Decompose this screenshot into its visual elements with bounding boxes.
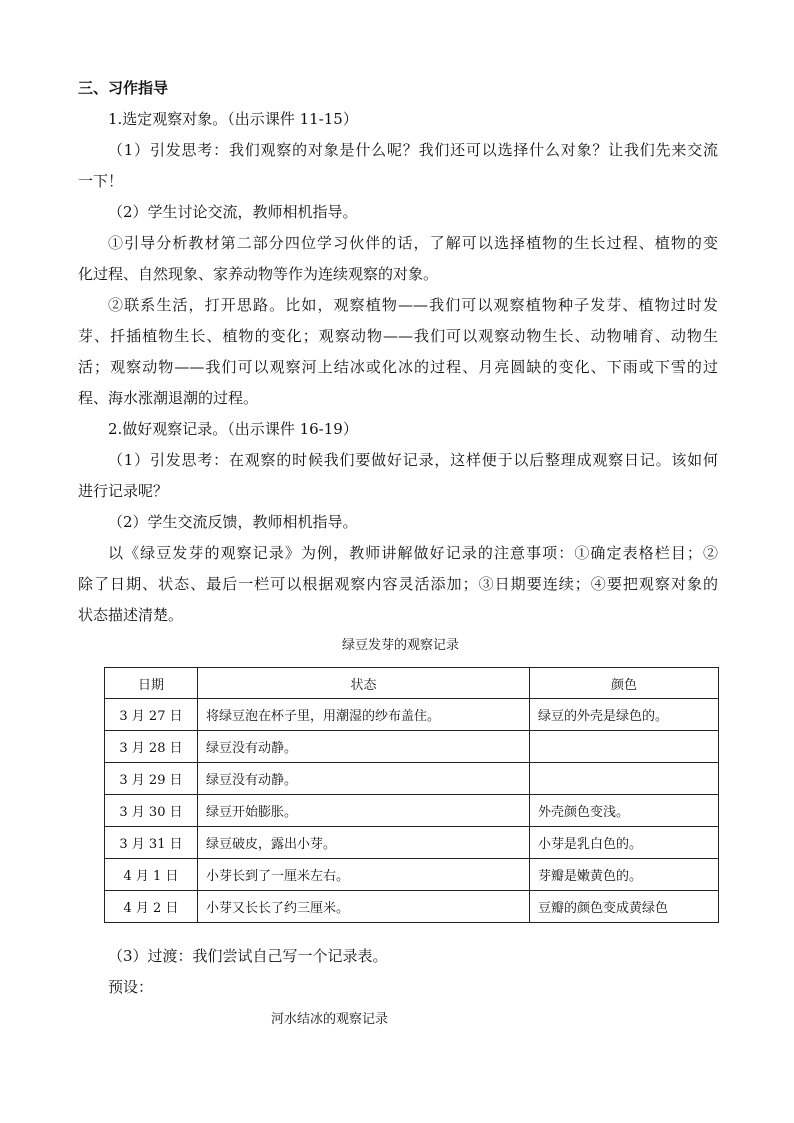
cell-color: [530, 731, 719, 763]
cell-state: 绿豆没有动静。: [198, 731, 530, 763]
step1-paragraph-4-line-4: 程、海水涨潮退潮的过程。: [78, 389, 259, 407]
preset-label: 预设：: [108, 978, 154, 996]
observation-table-mung-bean: [104, 667, 719, 923]
table-2-caption: 河水结冰的观察记录: [271, 1012, 389, 1027]
cell-state: 小芽长到了一厘米左右。: [198, 859, 530, 891]
cell-state: 绿豆没有动静。: [198, 763, 530, 795]
cell-color: 芽瓣是嫩黄色的。: [530, 859, 719, 891]
cell-color: 豆瓣的颜色变成黄绿色: [530, 891, 719, 923]
cell-date: 4 月 2 日: [105, 891, 198, 923]
header-state: 状态: [198, 668, 530, 699]
table-row: [105, 859, 719, 891]
step1-paragraph-4-line-2: 芽、扦插植物生长、植物的变化；观察动物——我们可以观察动物生长、动物哺育、动物生: [78, 327, 718, 345]
cell-date: 4 月 1 日: [105, 859, 198, 891]
step2-paragraph-1-line-2: 进行记录呢？: [78, 482, 169, 500]
step1-paragraph-1-line-2: 一下！: [78, 172, 124, 190]
section-title: 三、习作指导: [78, 79, 169, 97]
table-row: [105, 891, 719, 923]
cell-state: 将绿豆泡在杯子里，用潮湿的纱布盖住。: [198, 699, 530, 731]
step2-paragraph-1-line-1: （1）引发思考：在观察的时候我们要做好记录，这样便于以后整理成观察日记。该如何: [108, 451, 718, 469]
step2-paragraph-4: （3）过渡：我们尝试自己写一个记录表。: [108, 947, 388, 965]
step2-paragraph-2: （2）学生交流反馈，教师相机指导。: [108, 513, 358, 531]
cell-color: 绿豆的外壳是绿色的。: [530, 699, 719, 731]
step2-paragraph-3-line-3: 状态描述清楚。: [78, 606, 184, 624]
cell-date: 3 月 30 日: [105, 795, 198, 827]
table-header-row: [105, 668, 719, 699]
cell-color: 外壳颜色变浅。: [530, 795, 719, 827]
cell-date: 3 月 29 日: [105, 763, 198, 795]
cell-state: 绿豆开始膨胀。: [198, 795, 530, 827]
step1-title: 1.选定观察对象。（出示课件 11-15）: [108, 110, 358, 128]
table-row: [105, 763, 719, 795]
step1-paragraph-3-line-2: 化过程、自然现象、家养动物等作为连续观察的对象。: [78, 265, 439, 283]
step2-title: 2.做好观察记录。（出示课件 16-19）: [108, 420, 358, 438]
step2-paragraph-3-line-2: 除了日期、状态、最后一栏可以根据观察内容灵活添加；③日期要连续；④要把观察对象的: [78, 575, 718, 593]
header-color: 颜色: [530, 668, 719, 699]
step1-paragraph-3-line-1: ①引导分析教材第二部分四位学习伙伴的话，了解可以选择植物的生长过程、植物的变: [108, 234, 718, 252]
table-row: [105, 827, 719, 859]
table-1-caption: 绿豆发芽的观察记录: [342, 638, 460, 653]
cell-color: [530, 763, 719, 795]
cell-color: 小芽是乳白色的。: [530, 827, 719, 859]
header-date: 日期: [105, 668, 198, 699]
table-row: [105, 699, 719, 731]
table-row: [105, 795, 719, 827]
table-row: [105, 731, 719, 763]
cell-date: 3 月 28 日: [105, 731, 198, 763]
step2-paragraph-3-line-1: 以《绿豆发芽的观察记录》为例，教师讲解做好记录的注意事项：①确定表格栏目；②: [108, 544, 718, 562]
step1-paragraph-4-line-3: 活；观察动物——我们可以观察河上结冰或化冰的过程、月亮圆缺的变化、下雨或下雪的过: [78, 358, 718, 376]
cell-state: 小芽又长长了约三厘米。: [198, 891, 530, 923]
step1-paragraph-4-line-1: ②联系生活，打开思路。比如，观察植物——我们可以观察植物种子发芽、植物过时发: [108, 296, 718, 314]
cell-date: 3 月 27 日: [105, 699, 198, 731]
cell-state: 绿豆破皮，露出小芽。: [198, 827, 530, 859]
step1-paragraph-2: （2）学生讨论交流，教师相机指导。: [108, 203, 358, 221]
cell-date: 3 月 31 日: [105, 827, 198, 859]
step1-paragraph-1-line-1: （1）引发思考：我们观察的对象是什么呢？我们还可以选择什么对象？让我们先来交流: [108, 141, 718, 159]
